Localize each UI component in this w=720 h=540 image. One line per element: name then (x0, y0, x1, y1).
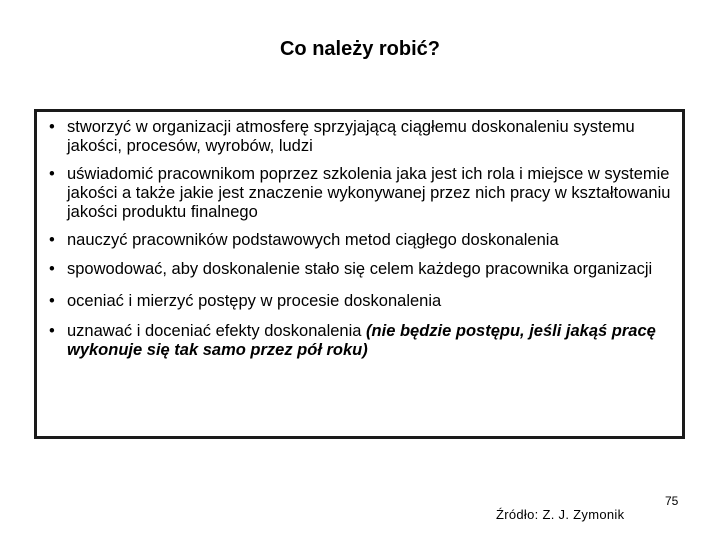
bullet-box (34, 109, 685, 439)
bullet-dot-icon: • (49, 292, 55, 310)
bullet-item (45, 118, 674, 156)
bullet-list (45, 118, 674, 360)
bullet-emphasis: (nie będzie postępu, jeśli jakąś pracę wykonuje się tak samo przez pół roku) (67, 322, 656, 359)
bullet-item (45, 260, 674, 279)
bullet-dot-icon: • (49, 322, 55, 340)
bullet-item (45, 231, 674, 250)
source-citation: Źródło: Z. J. Zymonik (496, 507, 625, 522)
bullet-dot-icon: • (49, 231, 55, 249)
bullet-dot-icon: • (49, 118, 55, 136)
bullet-dot-icon: • (49, 165, 55, 183)
bullet-dot-icon: • (49, 260, 55, 278)
page-number: 75 (665, 494, 679, 508)
slide-title: Co należy robić? (279, 38, 441, 60)
bullet-text: oceniać i mierzyć postępy w procesie doskonalenia (67, 292, 442, 310)
bullet-item (45, 292, 674, 311)
bullet-text: stworzyć w organizacji atmosferę sprzyjającą ciągłemu doskonaleniu systemu jakości, procesów, wyrobów, ludzi (67, 118, 635, 155)
bullet-text: spowodować, aby doskonalenie stało się celem każdego pracownika organizacji (67, 260, 653, 278)
bullet-item (45, 322, 674, 360)
bullet-text: uznawać i doceniać efekty doskonalenia (67, 322, 367, 340)
bullet-item (45, 165, 674, 222)
bullet-text: nauczyć pracowników podstawowych metod ciągłego doskonalenia (67, 231, 559, 249)
bullet-text: uświadomić pracownikom poprzez szkolenia jaka jest ich rola i miejsce w systemie jakości a także jakie jest znaczenie wykonywanej przez nich pracy w kształtowaniu jakości produktu finalnego (67, 165, 671, 221)
